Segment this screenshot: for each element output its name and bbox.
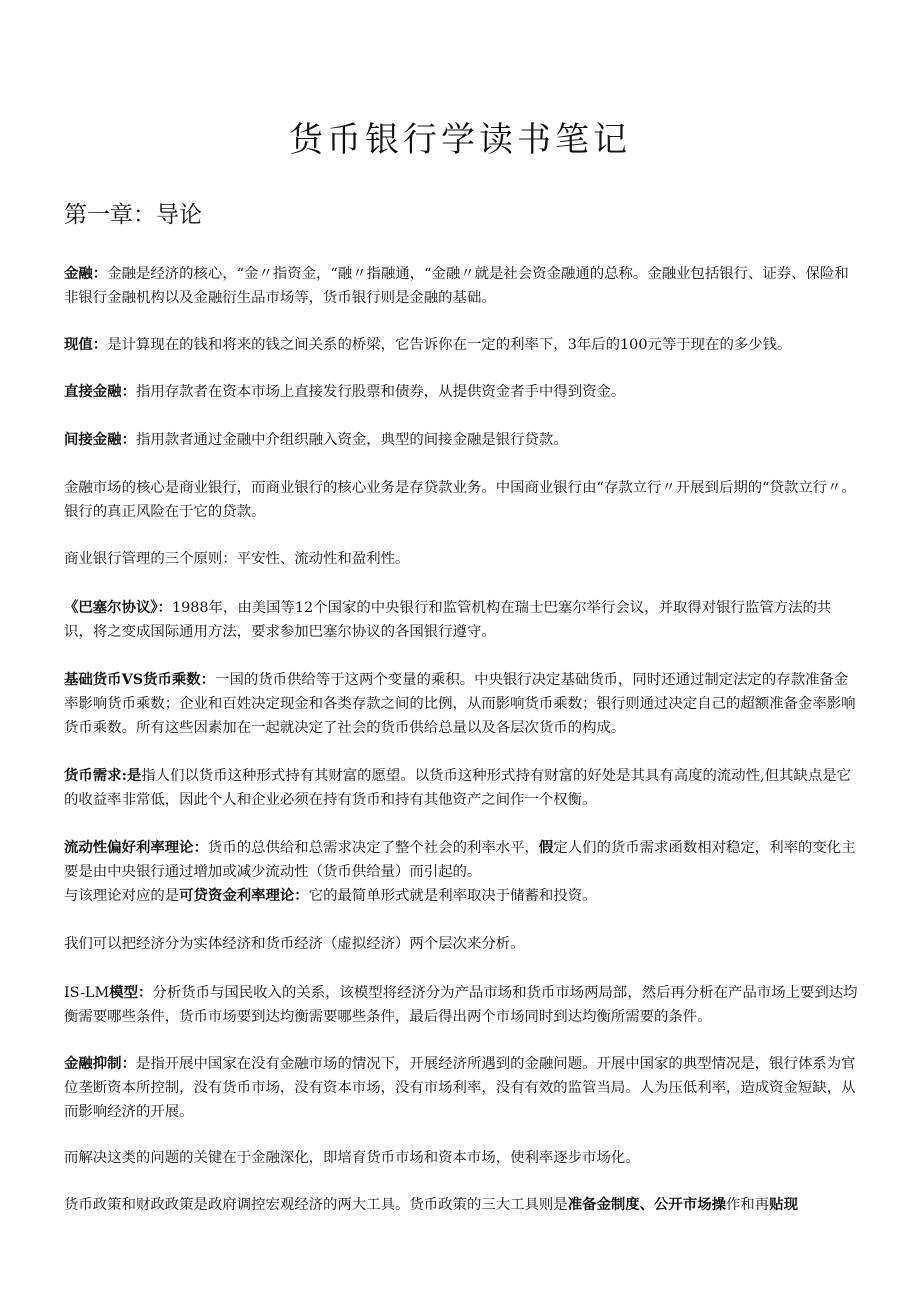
text-monetary-policy-a: 货币政策和财政政策是政府调控宏观经济的两大工具。货币政策的三大工具则是 bbox=[64, 1197, 568, 1213]
text-loanable-funds-a: 与该理论对应的是 bbox=[64, 888, 180, 904]
paragraph-direct-finance bbox=[64, 380, 858, 404]
text-base-money: 一国的货币供给等于这两个变量的乘积。中央银行决定基础货币，同时还通过制定法定的存款准备金率影响货币乘数；企业和百姓决定现金和各类存款之间的比例，从而影响货币乘数；银行则通过决定自己的超额准备金率影响货币乘数。所有这些因素加在一起就决定了社会的货币供给总量以及各层次货币的构成。 bbox=[64, 672, 856, 736]
text-money-demand: 指人们以货币这种形式持有其财富的愿望。以货币这种形式持有财富的好处是其具有高度的流动性,但其缺点是它的收益率非常低，因此个人和企业必须在持有货币和持有其他资产之间作一个权衡。 bbox=[64, 768, 851, 808]
text-finance: 金融是经济的核心，“金〃指资金，“融〃指融通，“金融〃就是社会资金融通的总称。金融业包括银行、证券、保险和非银行金融机构以及金融衍生品市场等，货币银行则是金融的基础。 bbox=[64, 266, 849, 306]
paragraph-islm bbox=[64, 981, 858, 1029]
paragraph-bank-principles bbox=[64, 547, 858, 571]
term-finance: 金融： bbox=[64, 265, 108, 282]
text-islm: 分析货币与国民收入的关系，该模型将经济分为产品市场和货币市场两局部，然后再分析在产品市场上要到达均衡需要哪些条件，货币市场要到达均衡需要哪些条件，最后得出两个市场同时到达均衡所需要的条件。 bbox=[64, 985, 858, 1025]
text-financial-deepening: 而解决这类的问题的关键在于金融深化，即培育货币市场和资本市场，使利率逐步市场化。 bbox=[64, 1150, 640, 1166]
term-direct-finance: 直接金融： bbox=[64, 383, 136, 400]
chapter-heading: 第一章：导论 bbox=[64, 202, 202, 228]
term-basel: 《巴塞尔协议》： bbox=[64, 599, 172, 616]
term-money-demand: 货币需求:是 bbox=[64, 767, 142, 784]
text-present-value: 是计算现在的钱和将来的钱之间关系的桥梁，它告诉你在一定的利率下，3年后的100元等于现在的多少钱。 bbox=[107, 337, 792, 353]
paragraph-financial-repression bbox=[64, 1052, 858, 1124]
text-liquidity-preference-c: 定人们的货币需求函数相对稳定，利率的变化主要是由中央银行通过增加或减少流动性（货币供给量）而引起的。 bbox=[64, 840, 856, 880]
text-monetary-policy-c: 作和再 bbox=[726, 1197, 770, 1213]
paragraph-economy-levels bbox=[64, 932, 858, 956]
text-monetary-policy-b: 准备金制度、公开市场操 bbox=[567, 1196, 726, 1213]
paragraph-commercial-banks bbox=[64, 476, 858, 524]
paragraph-money-demand bbox=[64, 764, 858, 812]
paragraph-indirect-finance bbox=[64, 428, 858, 452]
term-base-money: 基础货币VS货币乘数： bbox=[64, 671, 216, 688]
term-islm-b: 模型： bbox=[109, 984, 153, 1001]
term-financial-repression: 金融抑制： bbox=[64, 1055, 136, 1072]
paragraph-monetary-policy bbox=[64, 1193, 858, 1217]
paragraph-liquidity-preference bbox=[64, 836, 858, 908]
text-financial-repression: 是指开展中国家在没有金融市场的情况下，开展经济所遇到的金融问题。开展中国家的典型情况是，银行体系为官位垄断资本所控制，没有货币市场，没有资本市场，没有市场利率，没有有效的监管当局。人为压低利率，造成资金短缺，从而影响经济的开展。 bbox=[64, 1056, 856, 1120]
text-liquidity-preference-b: 假 bbox=[538, 839, 554, 856]
text-liquidity-preference-a: 货币的总供给和总需求决定了整个社会的利率水平， bbox=[207, 840, 539, 856]
term-liquidity-preference: 流动性偏好利率理论： bbox=[64, 839, 208, 856]
text-monetary-policy-d: 贴现 bbox=[769, 1196, 798, 1213]
text-indirect-finance: 指用款者通过金融中介组织融入资金，典型的间接金融是银行贷款。 bbox=[135, 432, 568, 448]
paragraph-financial-deepening bbox=[64, 1146, 858, 1170]
text-commercial-banks: 金融市场的核心是商业银行，而商业银行的核心业务是存贷款业务。中国商业银行由“存款立行〃开展到后期的“贷款立行〃。银行的真正风险在于它的贷款。 bbox=[64, 480, 856, 520]
term-present-value: 现值： bbox=[64, 336, 108, 353]
document-title: 货币银行学读书笔记 bbox=[289, 120, 631, 160]
term-indirect-finance: 间接金融： bbox=[64, 431, 136, 448]
paragraph-finance bbox=[64, 262, 858, 310]
paragraph-present-value bbox=[64, 333, 858, 357]
text-economy-levels: 我们可以把经济分为实体经济和货币经济（虚拟经济）两个层次来分析。 bbox=[64, 936, 525, 952]
text-basel: 1988年，由美国等12个国家的中央银行和监管机构在瑞士巴塞尔举行会议，并取得对银行监管方法的共识，将之变成国际通用方法，要求参加巴塞尔协议的各国银行遵守。 bbox=[64, 600, 832, 640]
term-islm-a: IS-LM bbox=[64, 985, 110, 1001]
paragraph-base-money bbox=[64, 668, 858, 740]
text-loanable-funds: 它的最简单形式就是利率取决于储蓄和投资。 bbox=[308, 888, 597, 904]
text-bank-principles: 商业银行管理的三个原则：平安性、流动性和盈利性。 bbox=[64, 551, 410, 567]
term-loanable-funds: 可贷资金利率理论： bbox=[179, 887, 309, 904]
text-direct-finance: 指用存款者在资本市场上直接发行股票和债券，从提供资金者手中得到资金。 bbox=[135, 384, 626, 400]
paragraph-basel bbox=[64, 596, 858, 644]
